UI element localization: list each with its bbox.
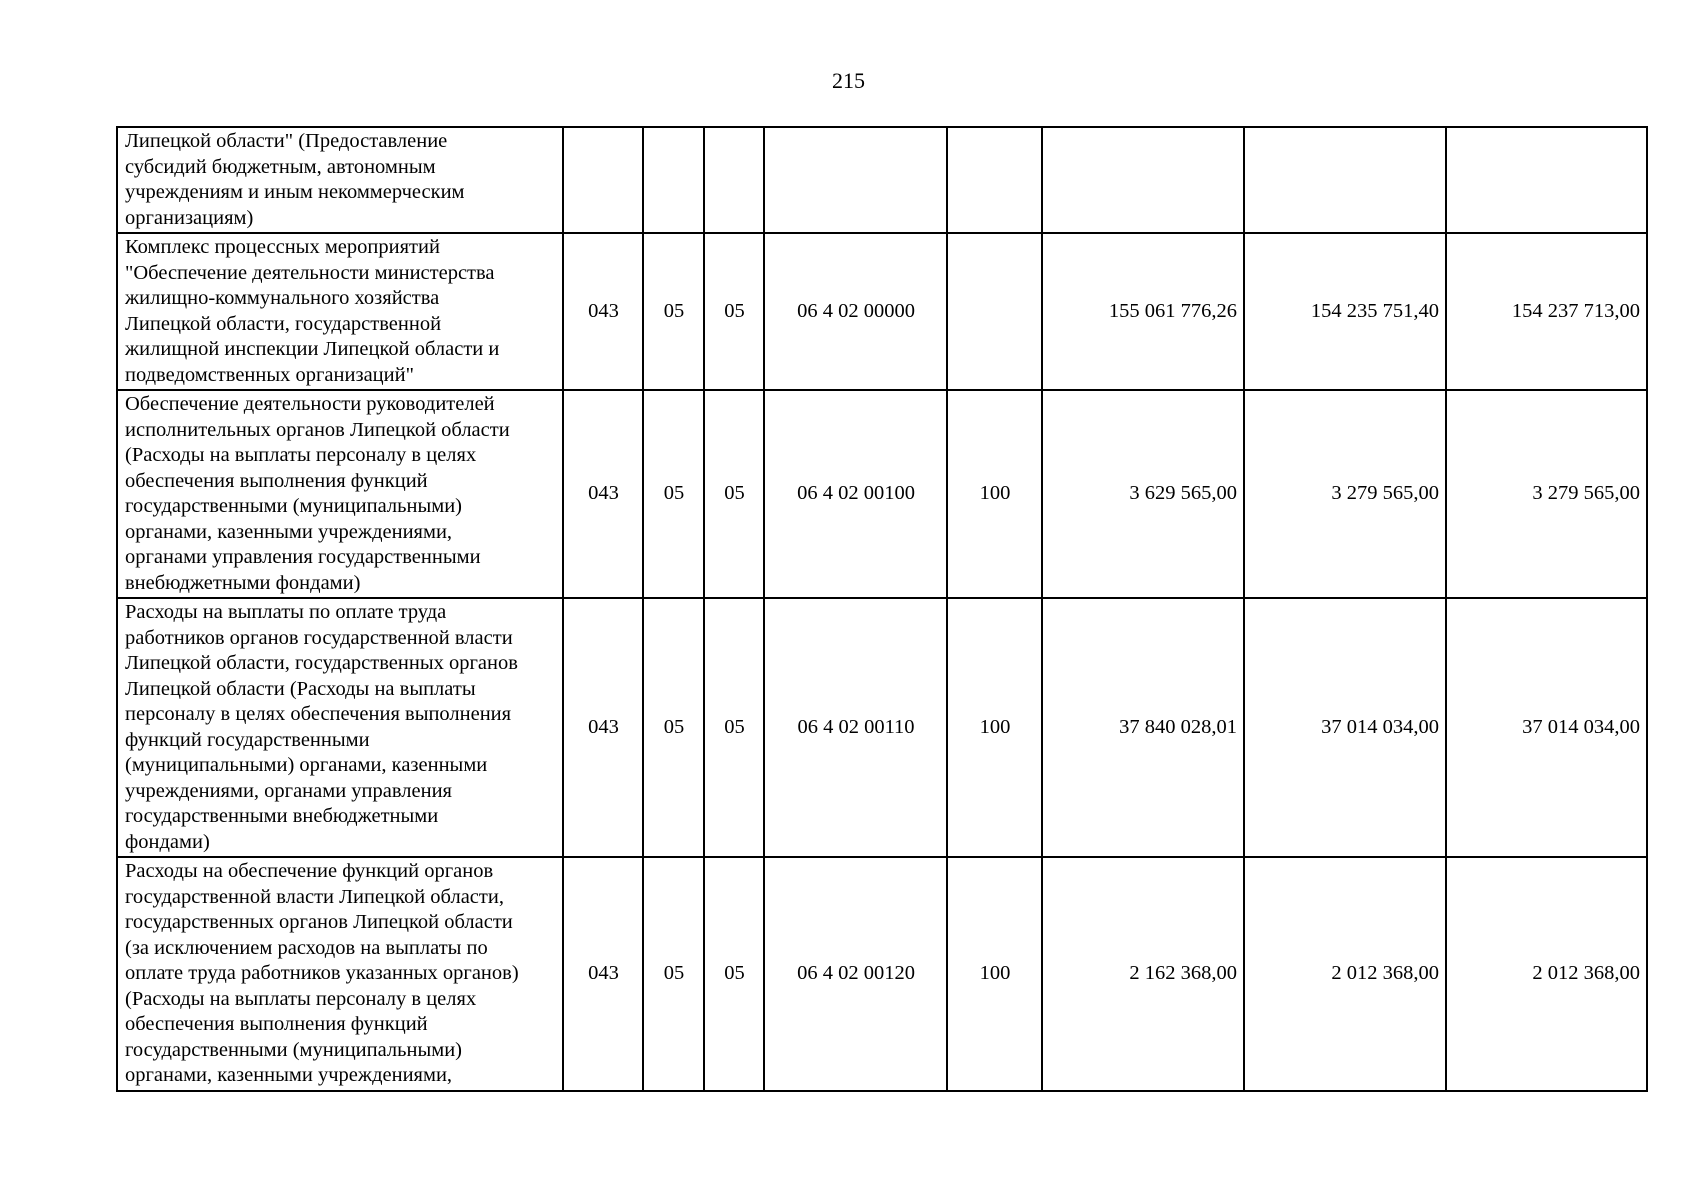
row-description <box>117 127 563 233</box>
description-line: функций государственными <box>125 728 370 751</box>
sum-cell: 3 279 565,00 <box>1446 390 1647 598</box>
csr-cell: 06 4 02 00120 <box>764 857 947 1091</box>
vr-cell: 100 <box>947 857 1042 1091</box>
description-line: (Расходы на выплаты персоналу в целях <box>125 444 477 466</box>
sum-cell: 2 012 368,00 <box>1446 857 1647 1091</box>
description-line: государственной власти Липецкой области, <box>125 885 504 908</box>
sum-cell <box>1042 127 1244 233</box>
podrazdel-cell: 05 <box>704 857 764 1091</box>
budget-table <box>116 126 1648 1092</box>
sum-cell <box>1446 127 1647 233</box>
csr-cell: 06 4 02 00110 <box>764 598 947 857</box>
description-line: персоналу в целях обеспечения выполнения <box>125 703 512 725</box>
description-line: (Расходы на выплаты персоналу в целях <box>125 987 477 1010</box>
description-line: "Обеспечение деятельности министерства <box>125 261 495 284</box>
sum-cell: 154 237 713,00 <box>1446 233 1647 390</box>
row-description <box>117 233 563 390</box>
table-row <box>117 390 1647 598</box>
description-line: субсидий бюджетным, автономным <box>125 155 436 178</box>
description-line: государственными внебюджетными <box>125 805 439 827</box>
description-line: оплате труда работников указанных органов) <box>125 962 519 984</box>
razdel-cell <box>643 127 704 233</box>
description-line: фондами) <box>125 830 210 853</box>
razdel-cell: 05 <box>643 598 704 857</box>
description-line: внебюджетными фондами) <box>125 571 361 594</box>
description-line: жилищно-коммунального хозяйства <box>125 287 440 309</box>
razdel-cell: 05 <box>643 233 704 390</box>
table-row <box>117 233 1647 390</box>
vr-cell <box>947 233 1042 390</box>
description-line: Липецкой области" (Предоставление <box>125 130 448 152</box>
sum-cell: 155 061 776,26 <box>1042 233 1244 390</box>
description-line: работников органов государственной власти <box>125 626 513 649</box>
description-line: учреждениям и иным некоммерческим <box>125 181 465 203</box>
description-line: Обеспечение деятельности руководителей <box>125 393 495 415</box>
csr-cell <box>764 127 947 233</box>
sum-cell <box>1244 127 1446 233</box>
page-number: 215 <box>832 68 865 93</box>
description-line: органами управления государственными <box>125 546 481 568</box>
sum-cell: 3 629 565,00 <box>1042 390 1244 598</box>
row-description <box>117 857 563 1091</box>
podrazdel-cell: 05 <box>704 233 764 390</box>
description-line: организациям) <box>125 206 254 229</box>
description-line: исполнительных органов Липецкой области <box>125 418 510 441</box>
description-line: государственными (муниципальными) <box>125 495 462 517</box>
vr-cell: 100 <box>947 390 1042 598</box>
description-line: органами, казенными учреждениями, <box>125 1064 453 1086</box>
ved-cell: 043 <box>563 598 643 857</box>
description-line: государственных органов Липецкой области <box>125 911 513 933</box>
podrazdel-cell: 05 <box>704 390 764 598</box>
description-line: подведомственных организаций" <box>125 363 414 386</box>
description-line: Липецкой области (Расходы на выплаты <box>125 677 476 700</box>
description-line: Расходы на выплаты по оплате труда <box>125 601 447 623</box>
podrazdel-cell: 05 <box>704 598 764 857</box>
ved-cell: 043 <box>563 233 643 390</box>
table-row <box>117 857 1647 1091</box>
description-line: (муниципальными) органами, казенными <box>125 754 488 776</box>
razdel-cell: 05 <box>643 857 704 1091</box>
description-line: учреждениями, органами управления <box>125 779 452 802</box>
description-line: органами, казенными учреждениями, <box>125 520 453 543</box>
description-line: обеспечения выполнения функций <box>125 469 428 492</box>
sum-cell: 2 162 368,00 <box>1042 857 1244 1091</box>
sum-cell: 2 012 368,00 <box>1244 857 1446 1091</box>
razdel-cell: 05 <box>643 390 704 598</box>
table-row <box>117 598 1647 857</box>
row-description <box>117 598 563 857</box>
ved-cell <box>563 127 643 233</box>
table-row <box>117 127 1647 233</box>
description-line: Липецкой области, государственной <box>125 312 442 335</box>
description-line: Комплекс процессных мероприятий <box>125 236 440 258</box>
description-line: государственными (муниципальными) <box>125 1038 462 1061</box>
description-line: обеспечения выполнения функций <box>125 1013 428 1035</box>
csr-cell: 06 4 02 00100 <box>764 390 947 598</box>
row-description <box>117 390 563 598</box>
description-line: Расходы на обеспечение функций органов <box>125 860 494 882</box>
vr-cell <box>947 127 1042 233</box>
sum-cell: 154 235 751,40 <box>1244 233 1446 390</box>
sum-cell: 37 014 034,00 <box>1244 598 1446 857</box>
description-line: (за исключением расходов на выплаты по <box>125 936 488 959</box>
csr-cell: 06 4 02 00000 <box>764 233 947 390</box>
description-line: Липецкой области, государственных органов <box>125 652 518 674</box>
ved-cell: 043 <box>563 857 643 1091</box>
sum-cell: 3 279 565,00 <box>1244 390 1446 598</box>
description-line: жилищной инспекции Липецкой области и <box>125 338 500 360</box>
vr-cell: 100 <box>947 598 1042 857</box>
ved-cell: 043 <box>563 390 643 598</box>
sum-cell: 37 014 034,00 <box>1446 598 1647 857</box>
podrazdel-cell <box>704 127 764 233</box>
sum-cell: 37 840 028,01 <box>1042 598 1244 857</box>
